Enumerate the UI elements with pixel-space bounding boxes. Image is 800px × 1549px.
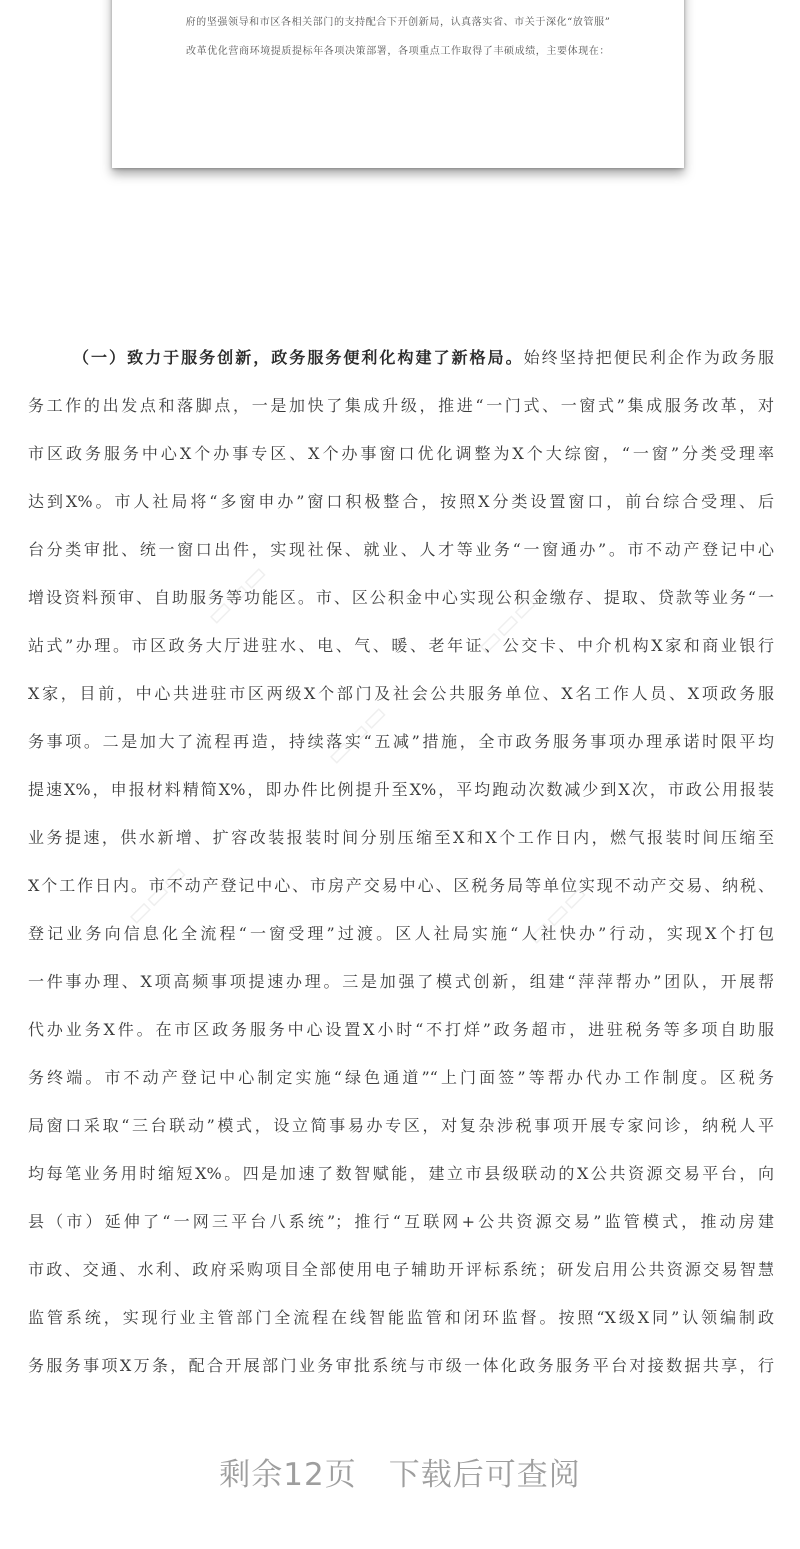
paragraph-line: 市政、交通、水利、政府采购项目全部使用电子辅助开评标系统；研发启用公共资源交易智慧 xyxy=(28,1260,774,1279)
paragraph-line: 增设资料预审、自助服务等功能区。市、区公积金中心实现公积金缴存、提取、贷款等业务“一 xyxy=(28,588,774,607)
document-body xyxy=(28,342,774,1398)
paragraph-line: 务终端。市不动产登记中心制定实施“绿色通道”“上门面签”等帮办代办工作制度。区税务 xyxy=(28,1068,774,1087)
paragraph-line: 务事项。二是加大了流程再造，持续落实“五减”措施，全市政务服务事项办理承诺时限平均 xyxy=(28,732,774,751)
preview-text-line: 改革优化营商环境提质提标年各项决策部署，各项重点工作取得了丰硕成绩，主要体现在： xyxy=(186,46,610,57)
paragraph-line: 台分类审批、统一窗口出件，实现社保、就业、人才等业务“一窗通办”。市不动产登记中心 xyxy=(28,540,774,559)
paragraph-line: 提速X%，申报材料精简X%，即办件比例提升至X%，平均跑动次数减少到X次，市政公用报装 xyxy=(28,780,774,799)
paragraph-line: 务服务事项X万条，配合开展部门业务审批系统与市级一体化政务服务平台对接数据共享，行 xyxy=(28,1356,774,1375)
preview-text-line: 府的坚强领导和市区各相关部门的支持配合下开创新局，认真落实省、市关于深化“放管服” xyxy=(185,17,611,28)
paragraph-line: 县（市）延伸了“一网三平台八系统”；推行“互联网+公共资源交易”监管模式，推动房建 xyxy=(28,1212,774,1231)
preview-card xyxy=(112,0,684,168)
watermark-mark: ▭▭▭ xyxy=(120,858,194,932)
watermark-mark: ▭▭▭ xyxy=(200,558,274,632)
paragraph-line: 一件事办理、X项高频事项提速办理。三是加强了模式创新，组建“萍萍帮办”团队，开展帮 xyxy=(28,972,774,991)
paragraph-line: 均每笔业务用时缩短X%。四是加速了数智赋能，建立市县级联动的X公共资源交易平台，向 xyxy=(28,1164,774,1183)
remaining-pages-notice[interactable]: 剩余12页 下载后可查阅 xyxy=(219,1457,581,1493)
paragraph-line: 代办业务X件。在市区政务服务中心设置X小时“不打烊”政务超市，进驻税务等多项自助服 xyxy=(28,1020,774,1039)
watermark-mark: ▭▭▭ xyxy=(470,588,544,662)
watermark-mark: ▭▭▭ xyxy=(520,878,594,952)
paragraph-line: 站式”办理。市区政务大厅进驻水、电、气、暖、老年证、公交卡、中介机构X家和商业银行 xyxy=(28,636,774,655)
paragraph-line: 务工作的出发点和落脚点，一是加快了集成升级，推进“一门式、一窗式”集成服务改革，对 xyxy=(28,396,774,415)
paragraph-line: 登记业务向信息化全流程“一窗受理”过渡。区人社局实施“人社快办”行动，实现X个打包 xyxy=(28,924,774,943)
paragraph-line: X个工作日内。市不动产登记中心、市房产交易中心、区税务局等单位实现不动产交易、纳税、 xyxy=(28,876,774,895)
paragraph-line: 达到X%。市人社局将“多窗申办”窗口积极整合，按照X分类设置窗口，前台综合受理、后 xyxy=(28,492,774,511)
paragraph-first-line xyxy=(28,342,774,390)
paragraph-line: 局窗口采取“三台联动”模式，设立简事易办专区，对复杂涉税事项开展专家问诊，纳税人平 xyxy=(28,1116,774,1135)
paragraph-line: 市区政务服务中心X个办事专区、X个办事窗口优化调整为X个大综窗，“一窗”分类受理率 xyxy=(28,444,774,463)
paragraph-line: 监管系统，实现行业主管部门全流程在线智能监管和闭环监督。按照“X级X同”认领编制政 xyxy=(28,1308,774,1327)
paragraph-line: 业务提速，供水新增、扩容改装报装时间分别压缩至X和X个工作日内，燃气报装时间压缩至 xyxy=(28,828,774,847)
section-heading: （一）致力于服务创新，政务服务便利化构建了新格局。 xyxy=(73,348,524,367)
paragraph-text: 始终坚持把便民利企作为政务服 xyxy=(523,348,774,367)
paragraph-line: X家，目前，中心共进驻市区两级X个部门及社会公共服务单位、X名工作人员、X项政务服 xyxy=(28,684,774,703)
watermark-mark: ▭▭▭ xyxy=(320,698,394,772)
